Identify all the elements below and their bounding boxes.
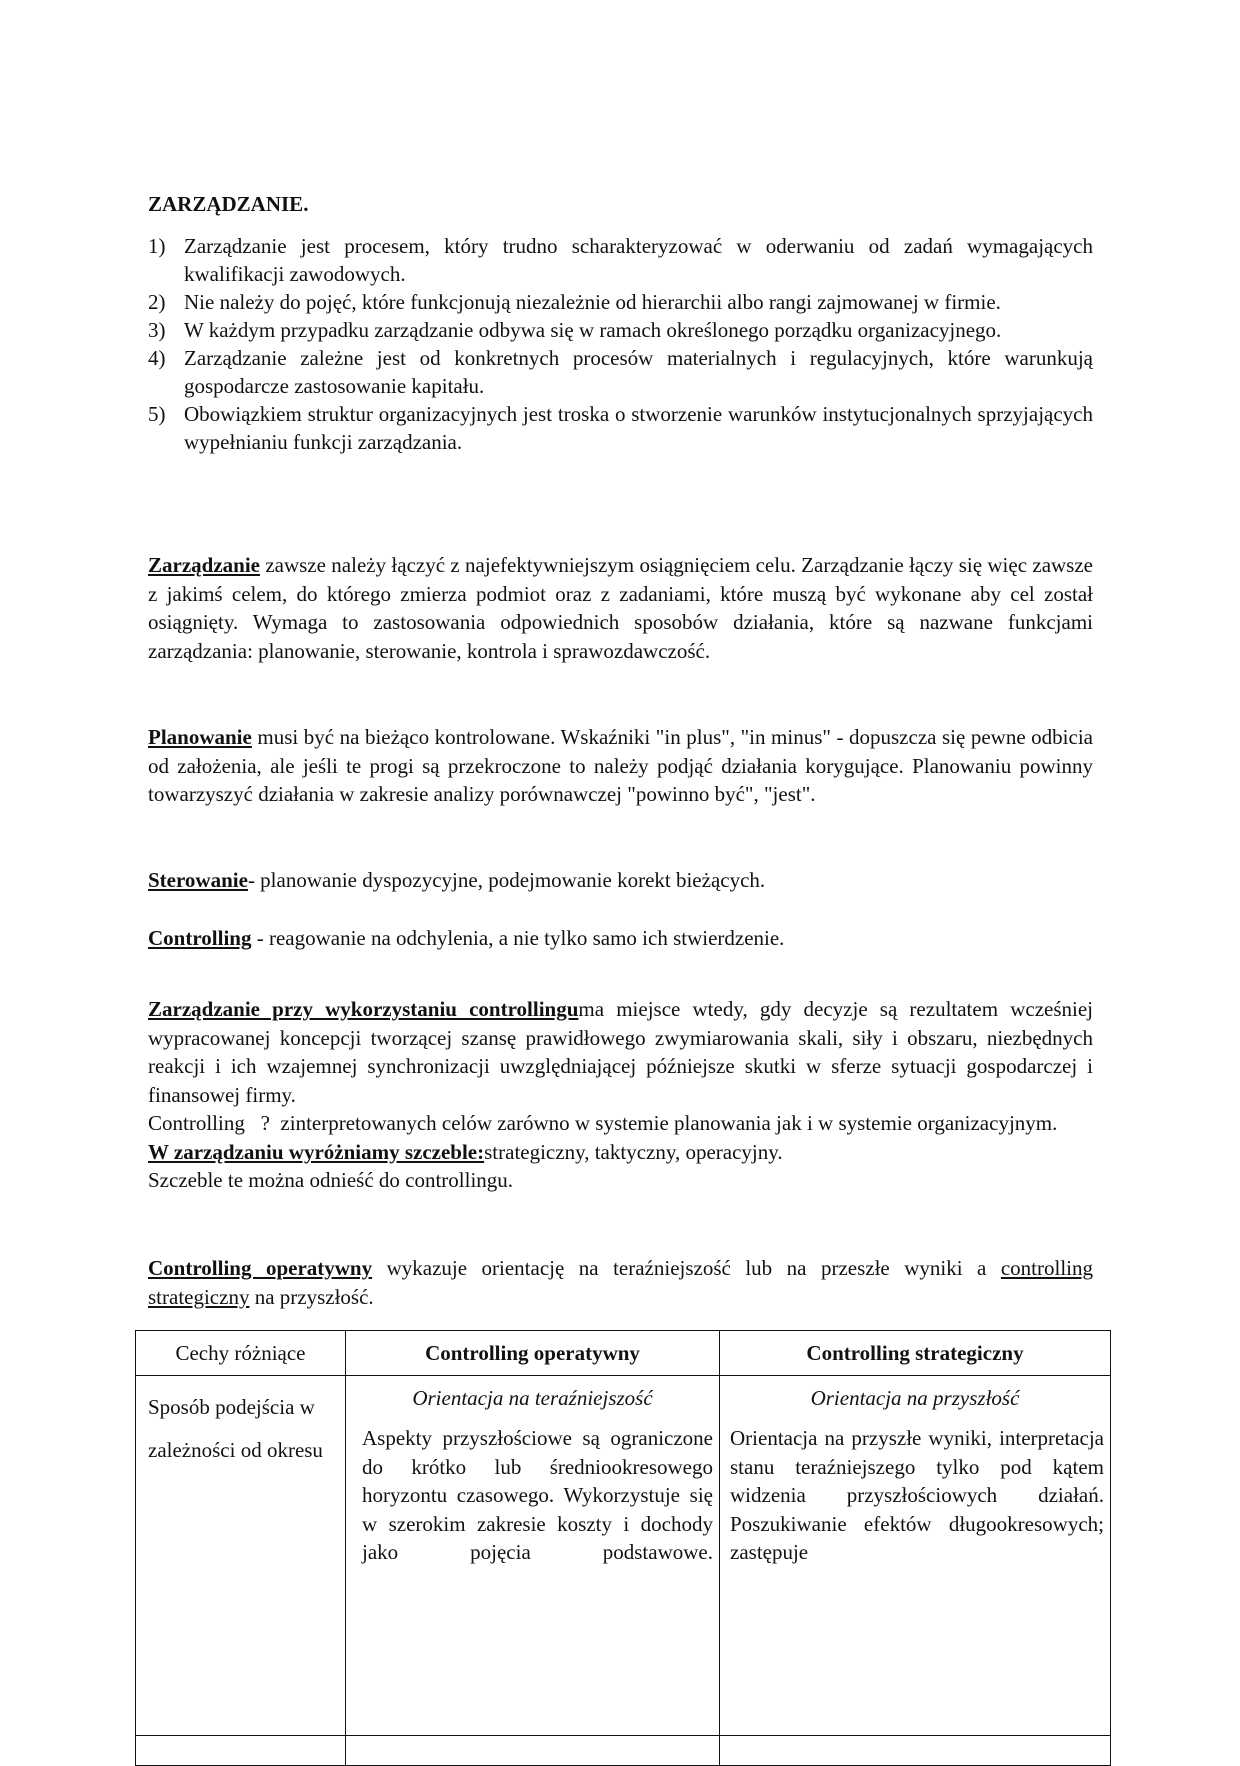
list-item [148, 232, 1093, 288]
list-number: 5) [148, 402, 166, 426]
list-number: 4) [148, 346, 166, 370]
paragraph-zarzadzanie-controlling [148, 995, 1093, 1195]
table-cell [136, 1376, 346, 1736]
term-sterowanie: Sterowanie [148, 868, 248, 892]
term-planowanie: Planowanie [148, 725, 252, 749]
list-item [148, 400, 1093, 456]
comparison-table [135, 1330, 1111, 1766]
table-cell [720, 1376, 1111, 1736]
list-text: W każdym przypadku zarządzanie odbywa się w ramach określonego porządku organizacyjnego. [184, 318, 1002, 342]
list-number: 3) [148, 318, 166, 342]
document-title: ZARZĄDZANIE. [148, 192, 309, 216]
row-label: Sposób podejścia w zależności od okresu [148, 1395, 323, 1462]
paragraph-controlling-operatywny [148, 1254, 1093, 1311]
term-zarzadzanie-przy-controllingu: Zarządzanie przy wykorzystaniu controllingu [148, 997, 579, 1021]
paragraph-text: zawsze należy łączyć z najefektywniejszym osiągnięciem celu. Zarządzanie łączy się więc zawsze z jakimś celem, do którego zmierza podmiot oraz z zadaniami, które muszą być wykonane aby cel został osiągnięty. Wymaga to zastosowania odpowiednich sposobów działania, które są nazwane funkcjami zarządzania: planowanie, sterowanie, kontrola i sprawozdawczość. [148, 553, 1093, 663]
paragraph-text: ma miejsce wtedy, gdy decyzje są rezultatem wcześniej wypracowanej koncepcji tworzącej szansę prawidłowego zwymiarowania skali, siły i obszaru, niezbędnych reakcji i ich wzajemnej synchronizacji uwzględniającej późniejsze skutki w sferze sytuacji gospodarczej i finansowej firmy. [148, 997, 1093, 1107]
paragraph-zarzadzanie [148, 551, 1093, 665]
paragraph-text: - planowanie dyspozycyjne, podejmowanie korekt bieżących. [247, 868, 766, 892]
paragraph-text: na przyszłość. [249, 1284, 374, 1309]
term-zarzadzanie: Zarządzanie [148, 553, 260, 577]
paragraph-text: - reagowanie na odchylenia, a nie tylko samo ich stwierdzenie. [251, 926, 785, 950]
cell-heading: Orientacja na teraźniejszość [412, 1386, 653, 1410]
table-header-cell: Cechy różniące [136, 1331, 346, 1376]
term-controlling-strategiczny: controlling strategiczny [148, 1256, 1093, 1309]
term-controlling: Controlling [148, 926, 252, 950]
list-text: Obowiązkiem struktur organizacyjnych jest troska o stworzenie warunków instytucjonalnych sprzyjających wypełnianiu funkcji zarządzania. [184, 402, 1093, 454]
paragraph-text: musi być na bieżąco kontrolowane. Wskaźniki "in plus", "in minus" - dopuszcza się pewne odbicia od założenia, ale jeśli te progi są przekroczone to należy podjąć działania korygujące. Planowaniu powinny towarzyszyć działania w zakresie analizy porównawczej "powinno być", "jest". [148, 725, 1093, 806]
list-text: Zarządzanie zależne jest od konkretnych procesów materialnych i regulacyjnych, które warunkują gospodarcze zastosowanie kapitału. [184, 346, 1093, 398]
table-cell [136, 1736, 346, 1766]
table-header-cell: Controlling operatywny [346, 1331, 720, 1376]
list-item [148, 288, 1093, 316]
paragraph-sterowanie [148, 866, 1093, 895]
paragraph-text: Controlling ? zinterpretowanych celów zarówno w systemie planowania jak i w systemie organizacyjnym. [148, 1111, 1058, 1135]
list-text: Nie należy do pojęć, które funkcjonują niezależnie od hierarchii albo rangi zajmowanej w firmie. [184, 290, 1001, 314]
table-row [136, 1736, 1111, 1766]
table-header-cell: Controlling strategiczny [720, 1331, 1111, 1376]
paragraph-planowanie [148, 723, 1093, 809]
table-cell [346, 1736, 720, 1766]
paragraph-text: strategiczny, taktyczny, operacyjny. [484, 1139, 783, 1164]
cell-heading: Orientacja na przyszłość [810, 1386, 1020, 1410]
list-number: 1) [148, 234, 166, 258]
term-szczeble: W zarządzaniu wyróżniamy szczeble: [148, 1139, 485, 1164]
paragraph-text: Szczeble te można odnieść do controllingu. [148, 1168, 514, 1192]
table-cell [720, 1736, 1111, 1766]
table-cell [346, 1376, 720, 1736]
table-row [136, 1376, 1111, 1736]
list-item [148, 316, 1093, 344]
numbered-list [148, 232, 1093, 456]
list-text: Zarządzanie jest procesem, który trudno scharakteryzować w oderwaniu od zadań wymagających kwalifikacji zawodowych. [184, 234, 1093, 286]
table-header-row [136, 1331, 1111, 1376]
term-controlling-operatywny: Controlling operatywny [148, 1256, 373, 1280]
paragraph-controlling [148, 924, 1093, 953]
cell-text: Orientacja na przyszłe wyniki, interpretacja stanu teraźniejszego tylko pod kątem widzenia przyszłościowych działań. Poszukiwanie efektów długookresowych; zastępuje [730, 1426, 1104, 1564]
cell-text: Aspekty przyszłościowe są ograniczone do krótko lub średniookresowego horyzontu czasowego. Wykorzystuje się w szerokim zakresie koszty i dochody jako pojęcia podstawowe. [362, 1426, 713, 1564]
list-number: 2) [148, 290, 166, 314]
list-item [148, 344, 1093, 400]
paragraph-text: wykazuje orientację na teraźniejszość lub na przeszłe wyniki a [372, 1256, 1001, 1280]
